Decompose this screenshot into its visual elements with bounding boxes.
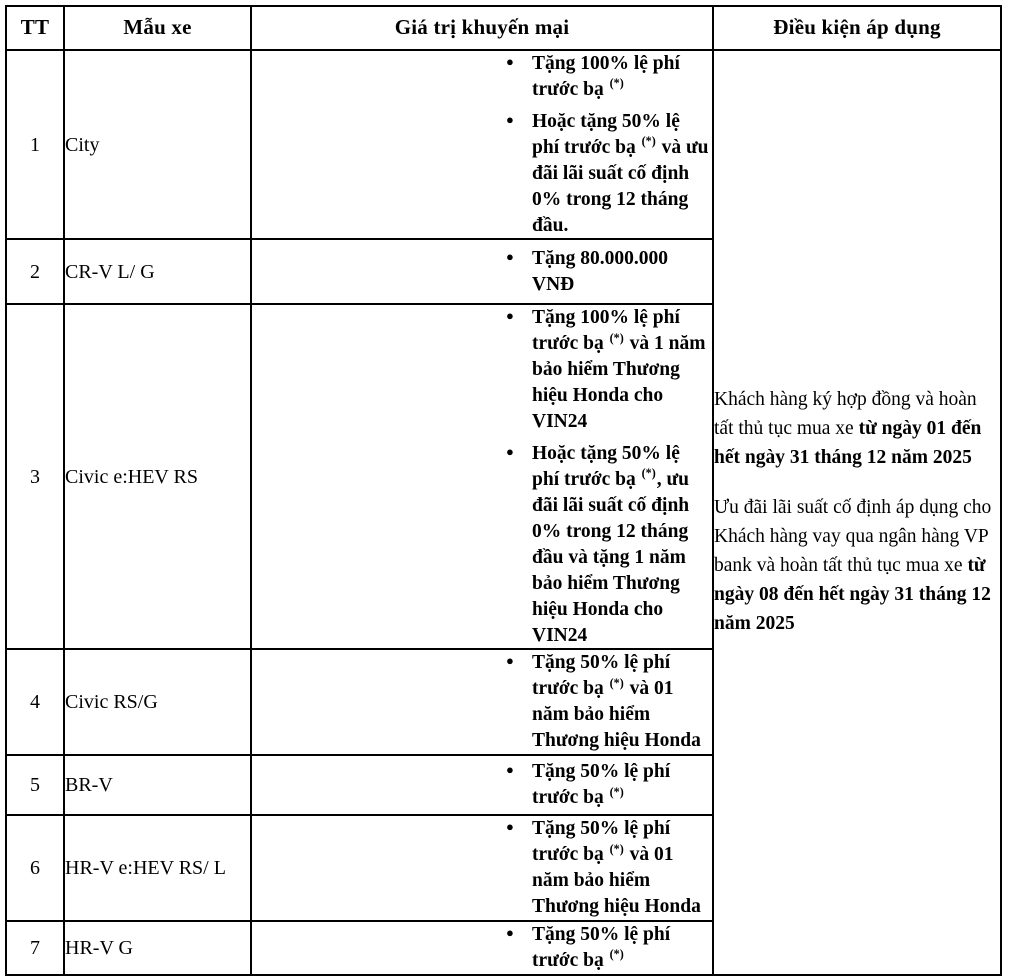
cell-model: Civic e:HEV RS <box>64 304 251 649</box>
promotion-bullet-list <box>494 816 709 920</box>
cell-promotion-value <box>251 239 713 304</box>
condition-emphasis: từ ngày 08 đến hết ngày 31 tháng 12 năm 2025 <box>714 555 991 634</box>
promotion-bullet-item: ● Tặng 100% lệ phí trước bạ (*) và 1 năm bảo hiểm Thương hiệu Honda cho VIN24 <box>494 305 709 435</box>
cell-promotion-value <box>251 50 713 239</box>
cell-model: BR-V <box>64 755 251 815</box>
cell-model: HR-V G <box>64 921 251 975</box>
promotion-bullet-list <box>494 51 709 238</box>
table-body <box>6 50 1001 975</box>
promotion-bullet-list <box>494 650 709 754</box>
table-row <box>6 50 1001 239</box>
cell-promotion-value <box>251 815 713 921</box>
promotion-bullet-list <box>494 922 709 974</box>
promotion-bullet-item: ● Tặng 50% lệ phí trước bạ (*) <box>494 922 709 974</box>
table-header-row <box>6 6 1001 50</box>
cell-tt: 7 <box>6 921 64 975</box>
condition-paragraph: Khách hàng ký hợp đồng và hoàn tất thủ tục mua xe từ ngày 01 đến hết ngày 31 tháng 12 năm 2025 <box>714 388 982 468</box>
column-header-promotion-value: Giá trị khuyến mại <box>251 6 713 50</box>
cell-tt: 3 <box>6 304 64 649</box>
condition-paragraph: Ưu đãi lãi suất cố định áp dụng cho Khách hàng vay qua ngân hàng VP bank và hoàn tất thủ tục mua xe từ ngày 08 đến hết ngày 31 tháng 12 năm 2025 <box>714 497 992 634</box>
promotion-bullet-list <box>494 759 709 811</box>
promotion-table <box>5 5 1002 976</box>
cell-tt: 1 <box>6 50 64 239</box>
cell-promotion-value <box>251 755 713 815</box>
promotion-bullet-item: ● Tặng 50% lệ phí trước bạ (*) và 01 năm bảo hiểm Thương hiệu Honda <box>494 816 709 920</box>
cell-tt: 6 <box>6 815 64 921</box>
cell-promotion-value <box>251 304 713 649</box>
cell-model: Civic RS/G <box>64 649 251 755</box>
promotion-bullet-item: ● Tặng 100% lệ phí trước bạ (*) <box>494 51 709 103</box>
promotion-bullet-item: ● Hoặc tặng 50% lệ phí trước bạ (*) và ưu đãi lãi suất cố định 0% trong 12 tháng đầu. <box>494 109 709 239</box>
promotion-bullet-list <box>494 305 709 648</box>
promotion-bullet-item: ● Tặng 50% lệ phí trước bạ (*) <box>494 759 709 811</box>
promotion-bullet-item: ● Tặng 80.000.000 VNĐ <box>494 246 709 298</box>
promotion-bullet-item: ● Hoặc tặng 50% lệ phí trước bạ (*), ưu đãi lãi suất cố định 0% trong 12 tháng đầu và tặng 1 năm bảo hiểm Thương hiệu Honda cho VIN24 <box>494 441 709 648</box>
footnote-marker: (*) <box>609 841 624 856</box>
column-header-model: Mẫu xe <box>64 6 251 50</box>
promotion-bullet-item: ● Tặng 50% lệ phí trước bạ (*) và 01 năm bảo hiểm Thương hiệu Honda <box>494 650 709 754</box>
footnote-marker: (*) <box>641 466 656 481</box>
footnote-marker: (*) <box>609 330 624 345</box>
footnote-marker: (*) <box>609 784 624 799</box>
cell-promotion-value <box>251 921 713 975</box>
cell-tt: 2 <box>6 239 64 304</box>
column-header-condition: Điều kiện áp dụng <box>713 6 1001 50</box>
cell-condition <box>713 50 1001 975</box>
cell-tt: 5 <box>6 755 64 815</box>
cell-model: HR-V e:HEV RS/ L <box>64 815 251 921</box>
footnote-marker: (*) <box>609 76 624 91</box>
condition-emphasis: từ ngày 01 đến hết ngày 31 tháng 12 năm 2025 <box>714 417 982 468</box>
table-header <box>6 6 1001 50</box>
cell-promotion-value <box>251 649 713 755</box>
column-header-tt: TT <box>6 6 64 50</box>
footnote-marker: (*) <box>609 947 624 962</box>
promotion-bullet-list <box>494 246 709 298</box>
cell-tt: 4 <box>6 649 64 755</box>
footnote-marker: (*) <box>641 134 656 149</box>
cell-model: CR-V L/ G <box>64 239 251 304</box>
cell-model: City <box>64 50 251 239</box>
footnote-marker: (*) <box>609 675 624 690</box>
